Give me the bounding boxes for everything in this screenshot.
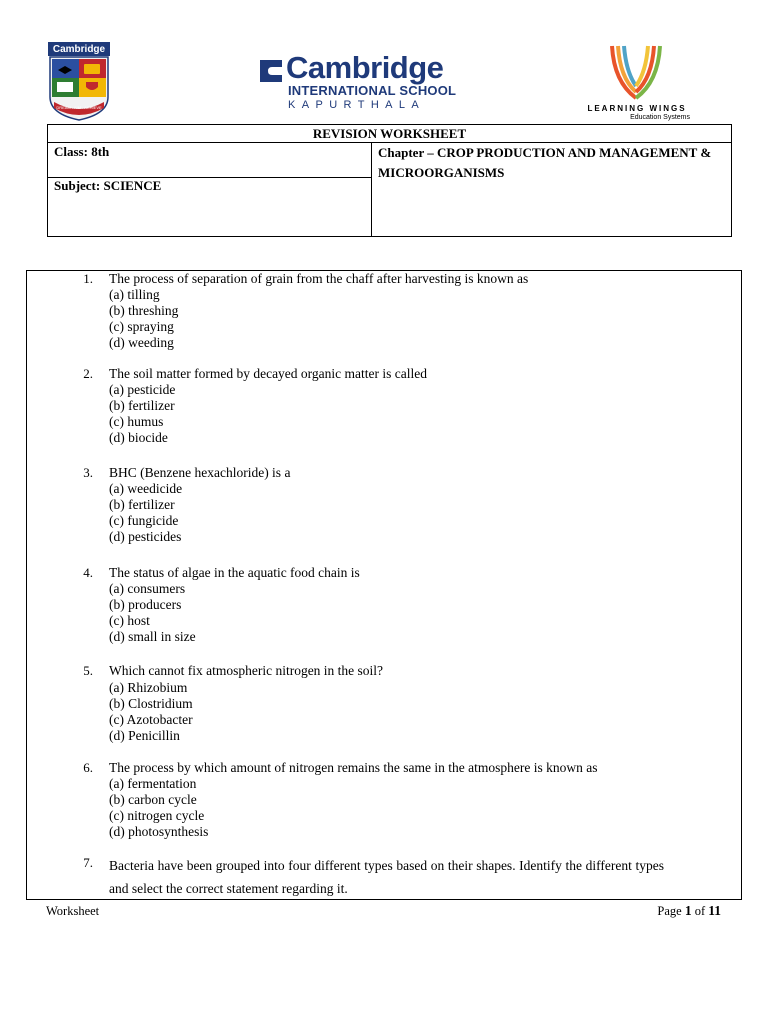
option-c: (c) Azotobacter xyxy=(109,712,193,727)
option-c: (c) host xyxy=(109,613,150,628)
option-a: (a) Rhizobium xyxy=(109,680,188,695)
option-b: (b) carbon cycle xyxy=(109,792,197,807)
question-text: Which cannot fix atmospheric nitrogen in the soil? xyxy=(109,663,384,678)
school-subtitle: INTERNATIONAL SCHOOL xyxy=(288,83,457,98)
question-number: 4. xyxy=(83,565,93,580)
question-number: 7. xyxy=(83,855,93,870)
option-b: (b) fertilizer xyxy=(109,398,175,413)
option-d: (d) pesticides xyxy=(109,529,182,544)
header-divider xyxy=(371,142,372,237)
cambridge-school-logo xyxy=(258,50,468,116)
option-a: (a) consumers xyxy=(109,581,186,596)
chapter-label: Chapter – CROP PRODUCTION AND MANAGEMENT & MICROORGANISMS xyxy=(378,145,712,180)
option-c: (c) fungicide xyxy=(109,513,179,528)
school-wordmark: Cambridge xyxy=(286,50,444,85)
option-d: (d) Penicillin xyxy=(109,728,180,743)
learning-wings-emblem-icon xyxy=(608,42,664,102)
question-number: 1. xyxy=(83,271,93,286)
school-location: KAPURTHALA xyxy=(288,99,426,111)
option-a: (a) tilling xyxy=(109,287,160,302)
page-number xyxy=(600,903,721,919)
option-d: (d) small in size xyxy=(109,629,196,644)
option-d: (d) photosynthesis xyxy=(109,824,209,839)
school-crest-logo xyxy=(46,42,112,124)
questions-box xyxy=(26,270,742,900)
crest-motto: DREAM . AIM . ACHIEVE xyxy=(56,105,102,110)
learning-wings-logo xyxy=(582,42,692,124)
question-text: Bacteria have been grouped into four different types based on their shapes. Identify the different types and select the correct statement regarding it. xyxy=(109,858,664,896)
cambridge-mark-icon xyxy=(258,58,284,84)
page-word: Page xyxy=(657,904,682,918)
question-number: 5. xyxy=(83,663,93,678)
option-c: (c) nitrogen cycle xyxy=(109,808,205,823)
question-number: 3. xyxy=(83,465,93,480)
option-c: (c) humus xyxy=(109,414,164,429)
option-a: (a) weedicide xyxy=(109,481,183,496)
option-c: (c) spraying xyxy=(109,319,174,334)
option-b: (b) producers xyxy=(109,597,182,612)
worksheet-title: REVISION WORKSHEET xyxy=(48,125,731,143)
subject-label: Subject: SCIENCE xyxy=(54,178,162,193)
option-d: (d) weeding xyxy=(109,335,174,350)
class-label: Class: 8th xyxy=(54,144,110,159)
question-text: The process by which amount of nitrogen remains the same in the atmosphere is known as xyxy=(109,760,598,775)
partner-name: LEARNING WINGS xyxy=(587,104,687,113)
question-text: BHC (Benzene hexachloride) is a xyxy=(109,465,291,480)
page-current: 1 xyxy=(684,903,692,918)
question-text: The soil matter formed by decayed organic matter is called xyxy=(109,366,428,381)
of-word: of xyxy=(694,904,706,918)
option-b: (b) fertilizer xyxy=(109,497,175,512)
question-number: 6. xyxy=(83,760,93,775)
page-total: 11 xyxy=(708,903,721,918)
question-text: The status of algae in the aquatic food chain is xyxy=(109,565,360,580)
partner-subtitle: Education Systems xyxy=(630,114,690,121)
question-text: The process of separation of grain from the chaff after harvesting is known as xyxy=(109,271,529,286)
option-d: (d) biocide xyxy=(109,430,168,445)
option-b: (b) Clostridium xyxy=(109,696,193,711)
option-b: (b) threshing xyxy=(109,303,179,318)
footer-label: Worksheet xyxy=(46,904,100,918)
crest-name: Cambridge xyxy=(52,44,106,55)
option-a: (a) fermentation xyxy=(109,776,197,791)
worksheet-header-table xyxy=(47,124,732,237)
question-number: 2. xyxy=(83,366,93,381)
option-a: (a) pesticide xyxy=(109,382,176,397)
